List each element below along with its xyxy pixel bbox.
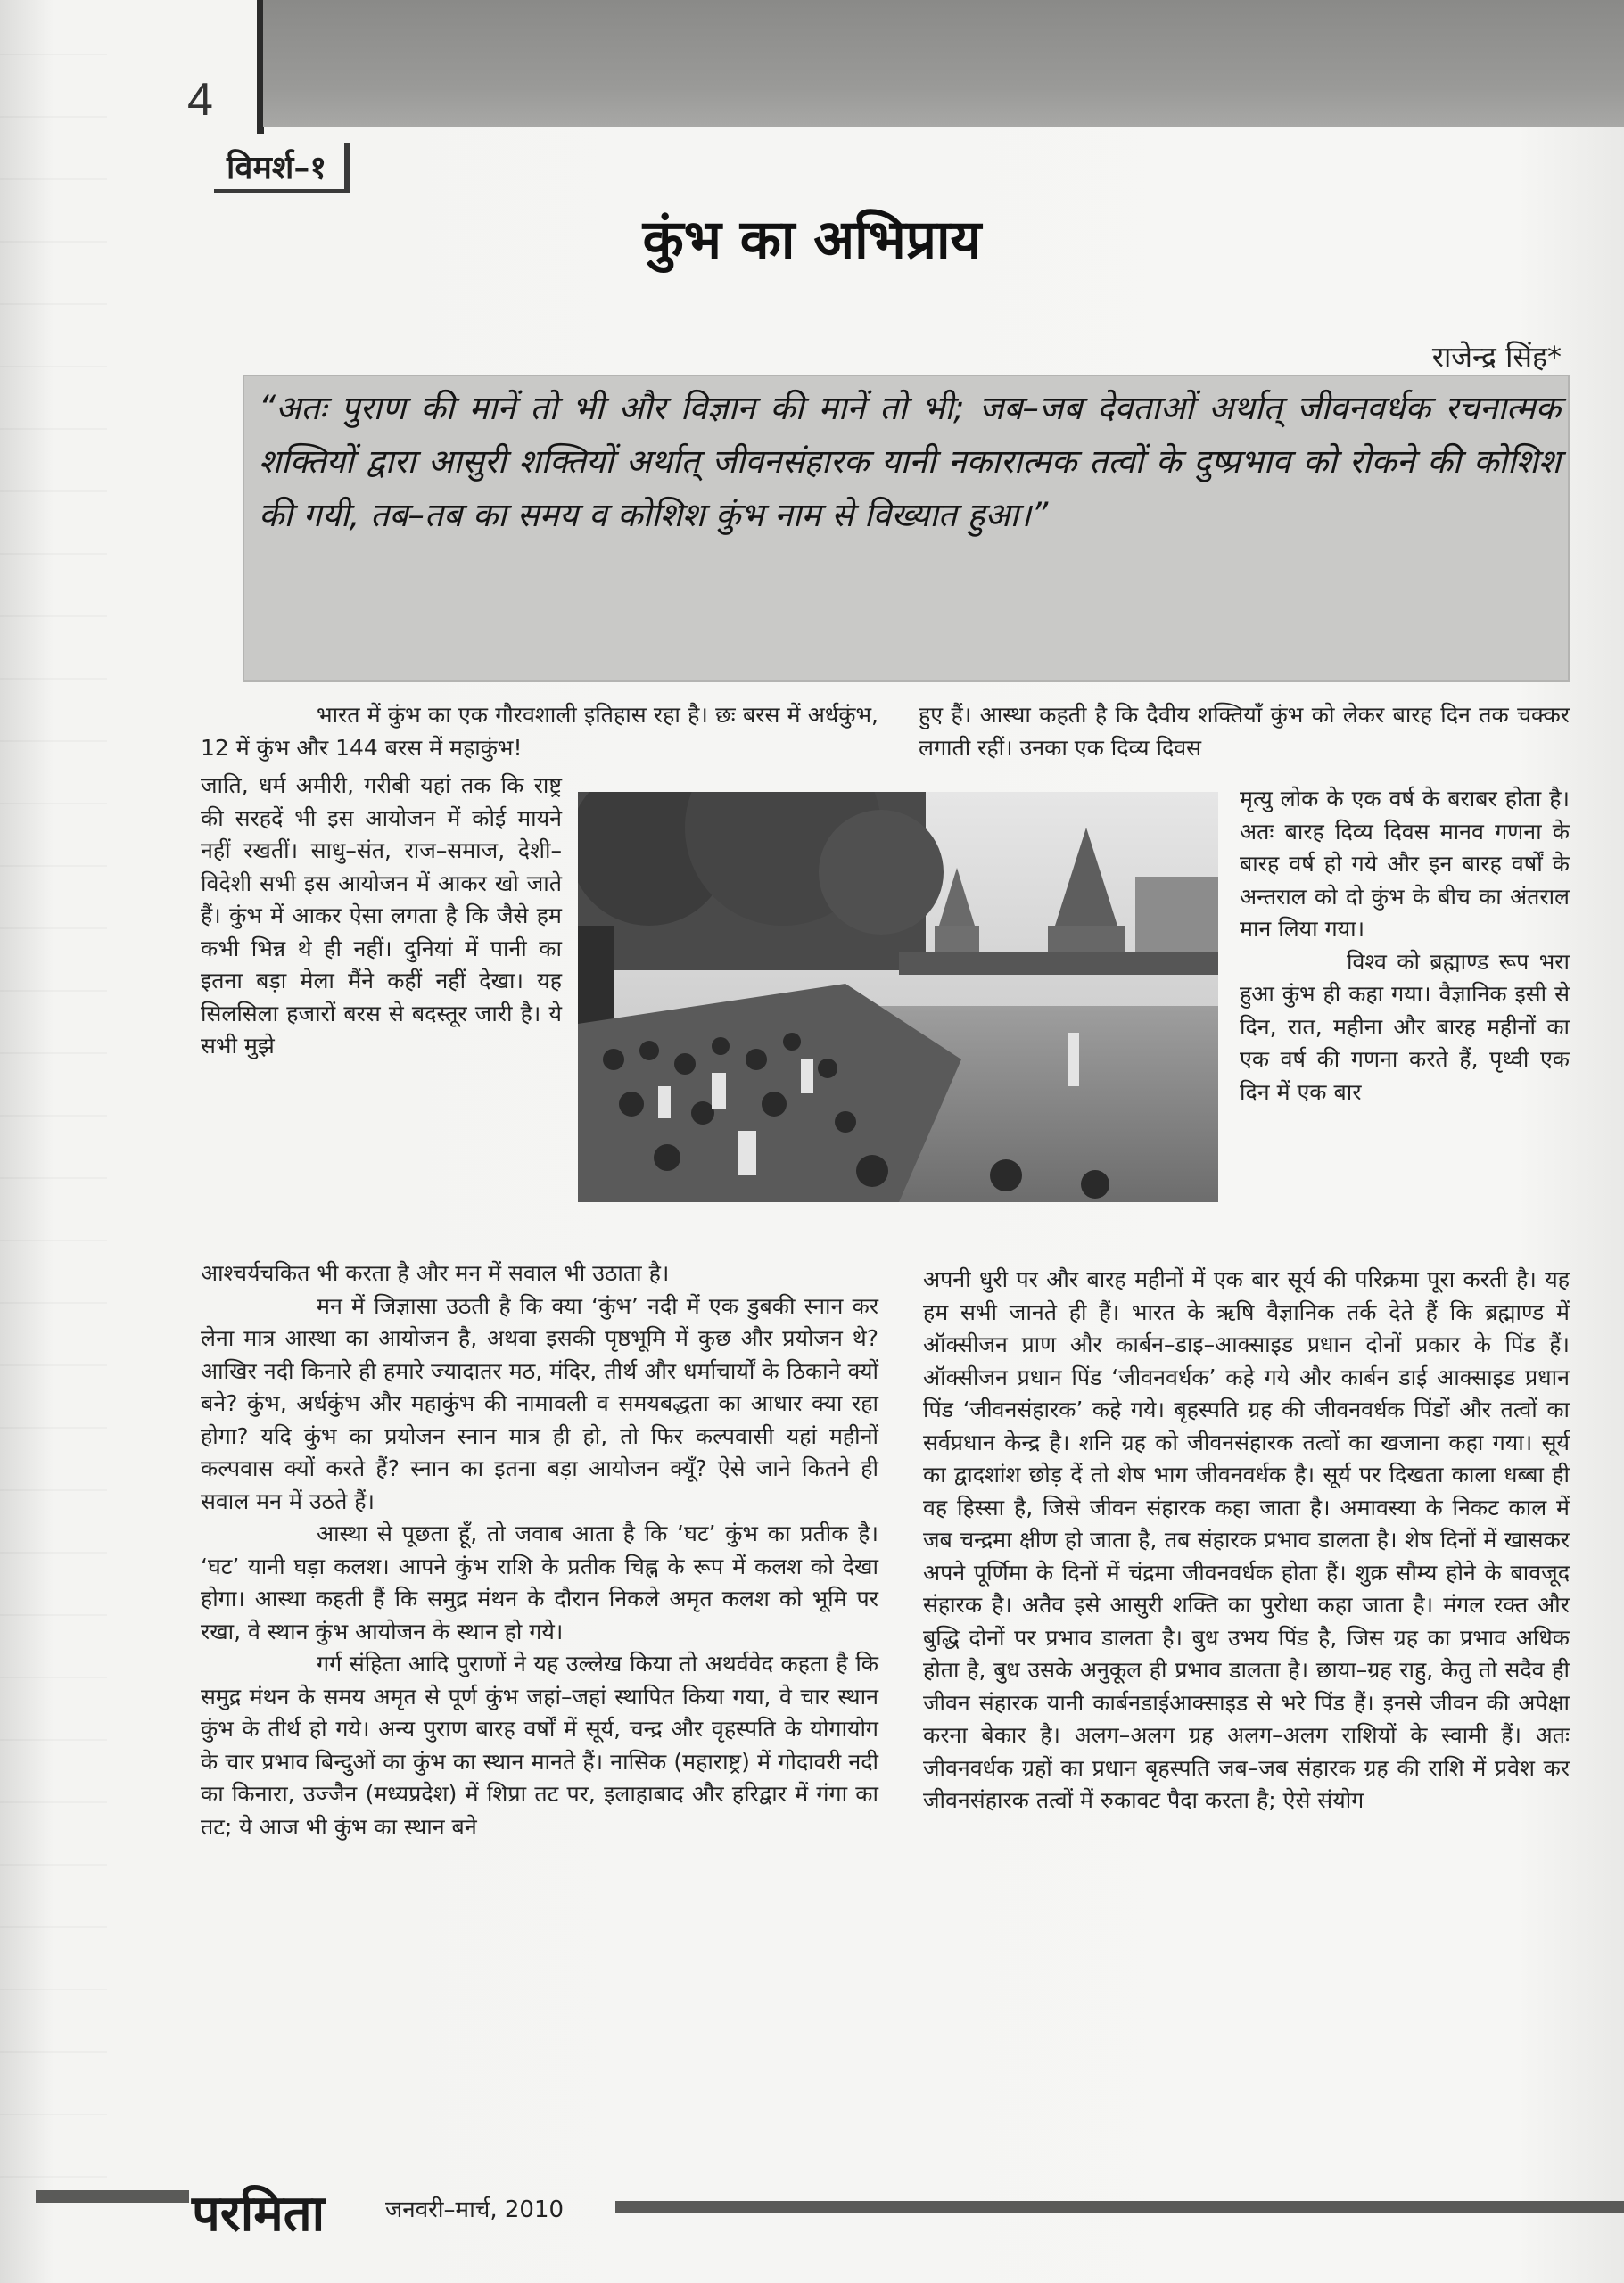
right-narrow-paragraph-a: मृत्यु लोक के एक वर्ष के बराबर होता है। अतः बारह दिव्य दिवस मानव गणना के बारह वर्ष हो गये और इन बारह वर्षों के अन्तराल को दो कुंभ के बीच का अंतराल मान लिया गया। [1240,786,1570,942]
paragraph-4: गर्ग संहिता आदि पुराणों ने यह उल्लेख किया तो अथर्ववेद कहता है कि समुद्र मंथन के समय अमृत से पूर्ण कुंभ जहां–जहां स्थापित किया गया, वे चार स्थान कुंभ के तीर्थ हो गये। अन्य पुराण बारह वर्षों में सूर्य, चन्द्र और वृहस्पति के योगायोग के चार प्रभाव बिन्दुओं का कुंभ का स्थान मानते हैं। नासिक (महाराष्ट्र) में गोदावरी नदी का किनारा, उज्जैन (मध्यप्रदेश) में शिप्रा तट पर, इलाहाबाद और हरिद्वार में गंगा का तट; ये आज भी कुंभ का स्थान बने [201,1651,878,1840]
article-title: कुंभ का अभिप्राय [642,209,982,271]
right-column-top [919,699,1570,764]
right-top-paragraph: हुए हैं। आस्था कहती है कि दैवीय शक्तियाँ कुंभ को लेकर बारह दिन तक चक्कर लगाती रहीं। उनका एक दिव्य दिवस [919,702,1570,761]
narrow-paragraph: जाति, धर्म अमीरी, गरीबी यहां तक कि राष्ट्र की सरहदें भी इस आयोजन में कोई मायने नहीं रखतीं। साधु–संत, राज–समाज, देशी–विदेशी सभी इस आयोजन में आकर खो जाते हैं। कुंभ में आकर ऐसा लगता है कि जैसे हम कभी भिन्न थे ही नहीं। दुनियां में पानी का इतना बड़ा मेला मैंने कहीं नहीं देखा। यह सिलसिला हजारों बरस से बदस्तूर जारी है। ये सभी मुझे [201,772,562,1059]
section-tag: विमर्श–१ [214,143,350,193]
photo-illustration [578,792,1218,1202]
left-column-body [201,1257,878,1843]
header-bar [263,0,1624,127]
footer-rule-right [615,2201,1624,2213]
issue-date: जनवरी–मार्च, 2010 [385,2196,565,2223]
paragraph-2: मन में जिज्ञासा उठती है कि क्या ‘कुंभ’ नदी में एक डुबकी स्नान कर लेना मात्र आस्था का आयोजन है, अथवा इसकी पृष्ठभूमि में कुछ और प्रयोजन थे? आखिर नदी किनारे ही हमारे ज्यादातर मठ, मंदिर, तीर्थ और धर्माचार्यों के ठिकाने क्यों बने? कुंभ, अर्धकुंभ और महाकुंभ की नामावली व समयबद्धता का आधार क्या रहा होगा? यदि कुंभ का प्रयोजन स्नान मात्र ही हो, तो फिर कल्पवासी यहां महीनों कल्पवास क्यों करते हैं? स्नान का इतना बड़ा आयोजन क्यूँ? ऐसे जाने कितने ही सवाल मन में उठते हैं। [201,1292,878,1514]
paragraph-3: आस्था से पूछता हूँ, तो जवाब आता है कि ‘घट’ कुंभ का प्रतीक है। ‘घट’ यानी घड़ा कलश। आपने कुंभ राशि के प्रतीक चिह्न के रूप में कलश को देखा होगा। आस्था कहती हैं कि समुद्र मंथन के दौरान निकले अमृत कलश को भूमि पर रखा, वे स्थान कुंभ आयोजन के स्थान हो गये। [201,1521,878,1644]
kumbh-ghat-photo [578,792,1218,1202]
magazine-logo: परमिता [192,2184,326,2243]
footer-rule-left [36,2190,189,2203]
intro-paragraph: भारत में कुंभ का एक गौरवशाली इतिहास रहा है। छः बरस में अर्धकुंभ, 12 में कुंभ और 144 बरस में महाकुंभ! [201,702,878,761]
right-body-paragraph: अपनी धुरी पर और बारह महीनों में एक बार सूर्य की परिक्रमा पूरा करती है। यह हम सभी जानते ही हैं। भारत के ऋषि वैज्ञानिक तर्क देते हैं कि ब्रह्माण्ड में ऑक्सीजन प्राण और कार्बन–डाइ–आक्साइड प्रधान दोनों प्रकार के पिंड हैं। ऑक्सीजन प्रधान पिंड ‘जीवनवर्धक’ कहे गये और कार्बन डाई आक्साइड प्रधान पिंड ‘जीवनसंहारक’ कहे गये। बृहस्पति ग्रह की जीवनवर्धक पिंडों और तत्वों का सर्वप्रधान केन्द्र है। शनि ग्रह को जीवनसंहारक तत्वों का खजाना कहा गया। सूर्य का द्वादशांश छोड़ दें तो शेष भाग जीवनवर्धक है। सूर्य पर दिखता काला धब्बा ही वह हिस्सा है, जिसे जीवन संहारक कहा जाता है। अमावस्या के निकट काल में जब चन्द्रमा क्षीण हो जाता है, तब संहारक प्रभाव डालता है। शेष दिनों में खासकर अपने पूर्णिमा के दिनों में चंद्रमा जीवनवर्धक होता हैं। शुक्र सौम्य होने के बावजूद संहारक है। अतैव इसे आसुरी शक्ति का पुरोधा कहा जाता है। मंगल रक्त और बुद्धि दोनों पर प्रभाव डालता है। बुध उभय पिंड है, जिस ग्रह का प्रभाव अधिक होता है, बुध उसके अनुकूल ही प्रभाव डालता है। छाया–ग्रह राहु, केतु तो सदैव ही जीवन संहारक यानी कार्बनडाईआक्साइड से भरे पिंड हैं। इनसे जीवन की अपेक्षा करना बेकार है। अलग–अलग ग्रह अलग–अलग राशियों के स्वामी हैं। अतः जीवनवर्धक ग्रहों का प्रधान बृहस्पति जब–जब संहारक ग्रह की राशि में प्रवेश कर जीवनसंहारक तत्वों में रुकावट पैदा करता है; ऐसे संयोग [923,1266,1570,1813]
left-column-narrow [201,770,562,1063]
pull-quote-text: “अतः पुराण की मानें तो भी और विज्ञान की मानें तो भी; जब–जब देवताओं अर्थात् जीवनवर्धक रचनात्मक शक्तियों द्वारा आसुरी शक्तियों अर्थात् जीवनसंहारक यानी नकारात्मक तत्वों के दुष्प्रभाव को रोकने की कोशिश की गयी, तब–तब का समय व कोशिश कुंभ नाम से विख्यात हुआ।” [259,389,1561,534]
right-column-body [923,1264,1570,1817]
left-column-intro [201,699,878,764]
paragraph-1-end: आश्चर्यचकित भी करता है और मन में सवाल भी उठाता है। [201,1260,670,1286]
right-narrow-paragraph-b: विश्व को ब्रह्माण्ड रूप भरा हुआ कुंभ ही कहा गया। वैज्ञानिक इसी से दिन, रात, महीना और बारह महीनों का एक वर्ष की गणना करते हैं, पृथ्वी एक दिन में एक बार [1240,948,1570,1105]
margin-ornament [0,54,107,2194]
right-column-narrow [1240,783,1570,1109]
article-author: राजेन्द्र सिंह* [1431,340,1562,374]
page-number: 4 [187,74,213,126]
